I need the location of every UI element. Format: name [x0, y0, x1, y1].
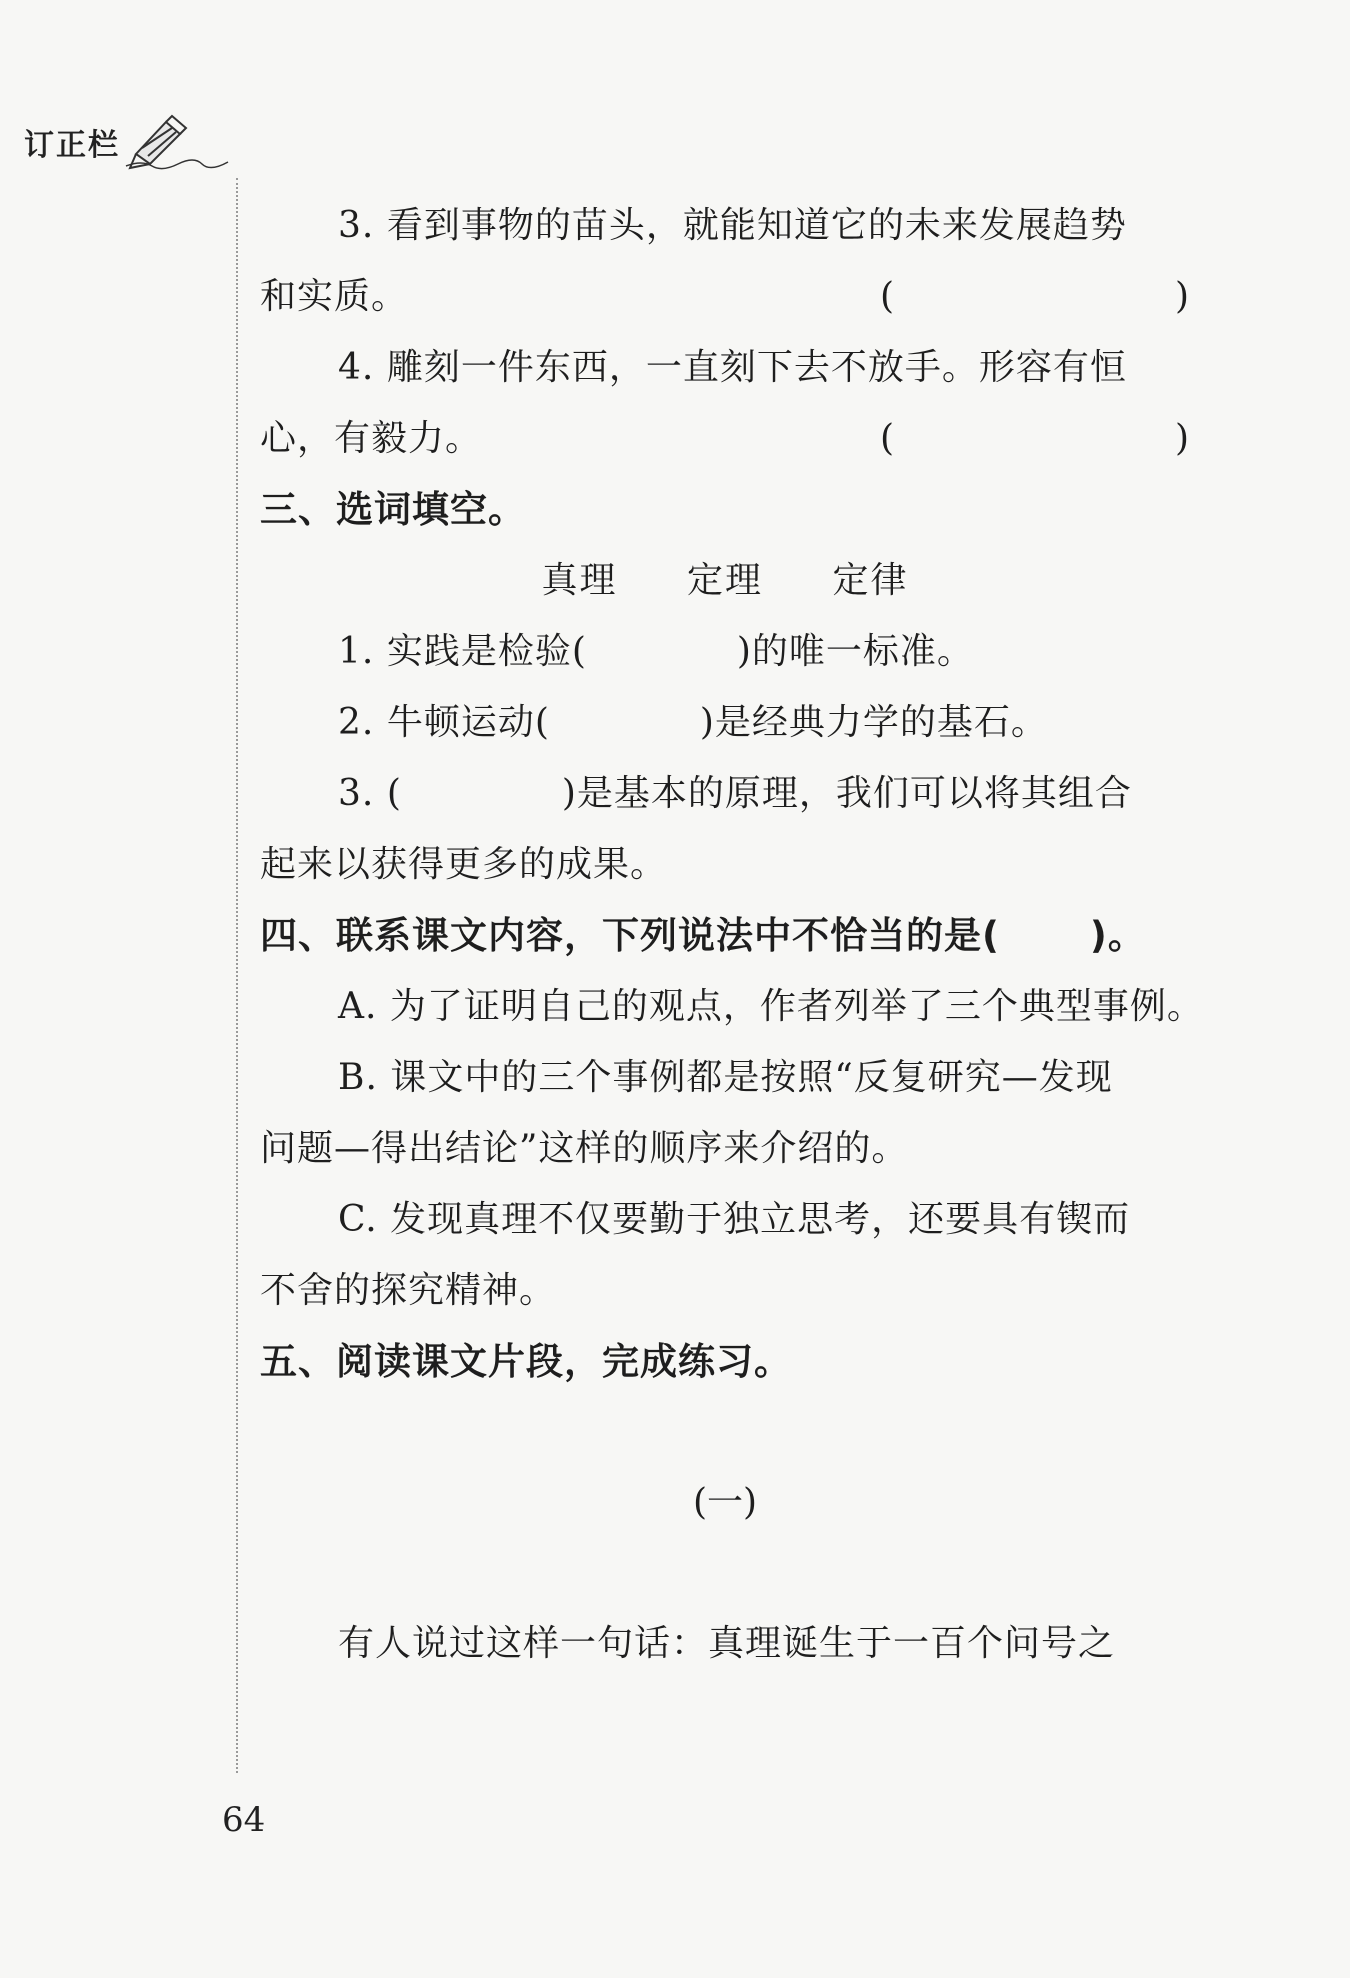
option-b-line-2: 问题—得出结论”这样的顺序来介绍的。 [260, 1128, 909, 1169]
question-3-1: 1. 实践是检验( )的唯一标准。 [338, 631, 974, 672]
question-2-4-line-1: 4. 雕刻一件东西，一直刻下去不放手。形容有恒 [338, 347, 1127, 388]
section-5-title: 五、阅读课文片段，完成练习。 [260, 1340, 792, 1383]
exercise-content [260, 190, 1204, 1679]
option-b-line-1: B. 课文中的三个事例都是按照“反复研究—发现 [338, 1057, 1113, 1098]
option-a: A. 为了证明自己的观点，作者列举了三个典型事例。 [338, 986, 1204, 1027]
answer-blank[interactable]: ( ) [880, 418, 1190, 459]
correction-margin-divider [236, 178, 238, 1773]
question-3-2: 2. 牛顿运动( )是经典力学的基石。 [338, 702, 1048, 743]
pencil-icon [122, 110, 232, 170]
word-bank-item: 定律 [832, 560, 909, 601]
passage-subsection-label: (一) [692, 1482, 758, 1523]
question-2-3-line-2: 和实质。 ( ) [260, 261, 1190, 332]
page-number: 64 [222, 1800, 266, 1840]
question-3-3-line-1: 3. ( )是基本的原理，我们可以将其组合 [338, 773, 1132, 814]
section-3-title: 三、选词填空。 [260, 488, 526, 531]
question-2-4-line-2: 心，有毅力。 ( ) [260, 403, 1190, 474]
word-bank-item: 真理 [541, 560, 618, 601]
word-bank-item: 定理 [686, 560, 763, 601]
passage-first-line: 有人说过这样一句话：真理诞生于一百个问号之 [338, 1623, 1116, 1664]
correction-column-header [24, 110, 232, 164]
section-4-title: 四、联系课文内容，下列说法中不恰当的是( )。 [260, 914, 1146, 957]
answer-blank[interactable]: ( ) [880, 276, 1190, 317]
question-2-3-line-1: 3. 看到事物的苗头，就能知道它的未来发展趋势 [338, 205, 1127, 246]
question-3-3-line-2: 起来以获得更多的成果。 [260, 844, 668, 885]
word-bank [260, 545, 1190, 616]
correction-column-label: 订正栏 [24, 128, 120, 163]
option-c-line-2: 不舍的探究精神。 [260, 1270, 557, 1311]
option-c-line-1: C. 发现真理不仅要勤于独立思考，还要具有锲而 [338, 1199, 1131, 1240]
